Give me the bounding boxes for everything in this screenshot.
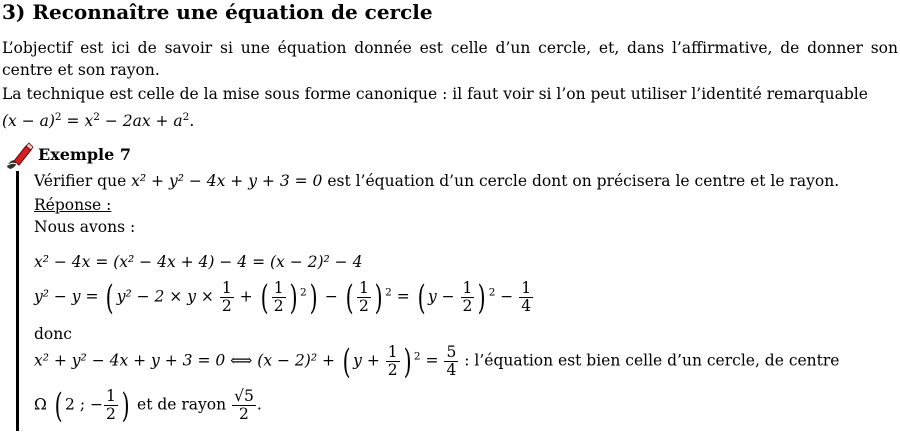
equation-line-4: Ω ( 2 ; − $\frac{1}{2}$ ) et de rayon $\frac{√5}{2}$ . xyxy=(34,385,262,426)
pencil-hand-icon xyxy=(4,141,34,171)
nous-avons: Nous avons : xyxy=(34,218,136,236)
identity-formula: $(x - a)^2 = x^2 - 2ax + a^2$. xyxy=(2,111,195,130)
equation-line-2: y² − y = ( y² − 2 × y × $\frac{1}{2}$ + ( $\frac{1}{2}$ ) $^2$) − ( $\frac{1}{2}$ ) $^2$ = ( y − $\frac{1}{2}$ ) $^2$ − $\frac{1}{4}$ xyxy=(34,277,532,318)
section-title: 3) Reconnaître une équation de cercle xyxy=(2,0,433,24)
intro-paragraph-1: L’objectif est ici de savoir si une équation donnée est celle d’un cercle, et, dans l’affirmative, de donner son centre et son rayon. xyxy=(2,39,898,79)
equation-line-3: x² + y² − 4x + y + 3 = 0 ⟺ (x − 2)² + ( y + $\frac{1}{2}$ ) $^2$ = $\frac{5}{4}$ : l’équation est bien celle d’un cercle, de centre xyxy=(34,341,840,382)
example-title: Exemple 7 xyxy=(38,145,131,164)
intro-paragraph-2: La technique est celle de la mise sous forme canonique : il faut voir si l’on peut utiliser l’identité remarquable xyxy=(2,85,868,103)
equation-line-1: x² − 4x = (x² − 4x + 4) − 4 = (x − 2)² − 4 xyxy=(34,253,363,271)
example-bar xyxy=(16,171,19,431)
donc: donc xyxy=(34,325,72,343)
reponse-label: Réponse : xyxy=(34,196,112,214)
example-statement: Vérifier que x² + y² − 4x + y + 3 = 0 est l’équation d’un cercle dont on précisera le centre et le rayon. xyxy=(34,172,840,190)
